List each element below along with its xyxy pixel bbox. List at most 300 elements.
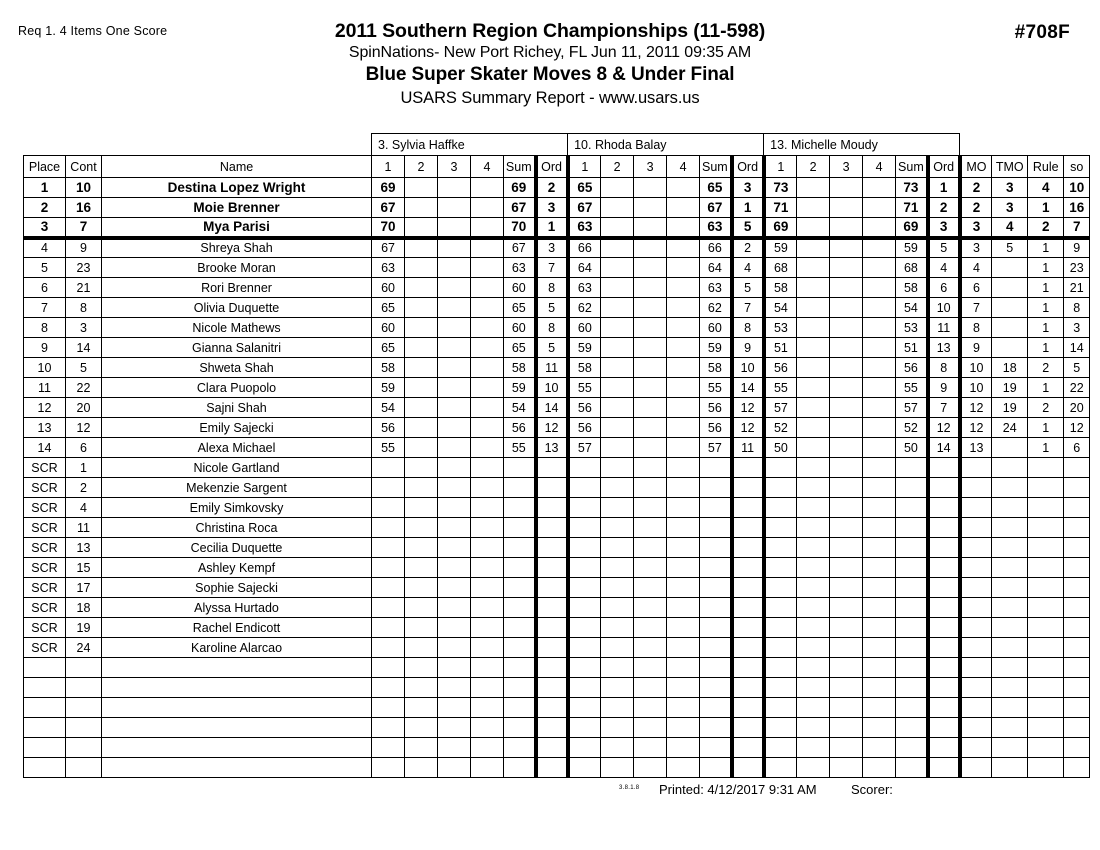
- cell-cont: [66, 738, 102, 758]
- table-row: [24, 578, 1090, 598]
- cell-j1-ord: 3: [536, 238, 568, 258]
- cell-j3-score3: [830, 598, 863, 618]
- col-header-j3-sum: Sum: [896, 156, 928, 178]
- cell-j1-sum: 67: [504, 198, 536, 218]
- cell-j3-score4: [863, 478, 896, 498]
- cell-place: 10: [24, 358, 66, 378]
- cell-so: [1064, 658, 1090, 678]
- cell-j3-score4: [863, 558, 896, 578]
- cell-j1-score1: [372, 698, 405, 718]
- cell-tmo: [992, 678, 1028, 698]
- cell-j3-score1: [764, 658, 797, 678]
- cell-j1-score4: [471, 418, 504, 438]
- cell-j3-score1: [764, 738, 797, 758]
- cell-j3-score4: [863, 358, 896, 378]
- col-header-rule: Rule: [1028, 156, 1064, 178]
- cell-j2-sum: 62: [700, 298, 732, 318]
- cell-j2-score1: [568, 678, 601, 698]
- cell-j3-score2: [797, 358, 830, 378]
- cell-j3-sum: 50: [896, 438, 928, 458]
- cell-j2-ord: 4: [732, 258, 764, 278]
- division-title: Blue Super Skater Moves 8 & Under Final: [365, 64, 735, 85]
- cell-j2-score1: [568, 698, 601, 718]
- cell-j1-score3: [438, 678, 471, 698]
- cell-name: Mekenzie Sargent: [102, 478, 372, 498]
- cell-j1-score3: [438, 218, 471, 238]
- cell-j2-score2: [601, 758, 634, 778]
- cell-j3-sum: [896, 678, 928, 698]
- cell-mo: 2: [960, 198, 992, 218]
- cell-j3-score4: [863, 258, 896, 278]
- cell-j1-score4: [471, 378, 504, 398]
- cell-j1-score4: [471, 278, 504, 298]
- cell-j3-score4: [863, 178, 896, 198]
- cell-j3-ord: 11: [928, 318, 960, 338]
- cell-j2-score2: [601, 318, 634, 338]
- cell-j1-score3: [438, 278, 471, 298]
- cell-j2-score1: 62: [568, 298, 601, 318]
- cell-j3-score3: [830, 458, 863, 478]
- cell-j3-score3: [830, 358, 863, 378]
- cell-j2-ord: [732, 698, 764, 718]
- cell-so: 23: [1064, 258, 1090, 278]
- cell-j3-ord: 2: [928, 198, 960, 218]
- cell-j1-score3: [438, 698, 471, 718]
- cell-j3-score4: [863, 598, 896, 618]
- cell-j3-ord: [928, 658, 960, 678]
- cell-cont: 10: [66, 178, 102, 198]
- cell-j2-ord: 3: [732, 178, 764, 198]
- cell-j3-score2: [797, 178, 830, 198]
- cell-j3-score3: [830, 418, 863, 438]
- requirement-line: Req 1. 4 Items One Score: [18, 24, 168, 38]
- cell-j1-ord: [536, 638, 568, 658]
- cell-so: [1064, 538, 1090, 558]
- cell-cont: 17: [66, 578, 102, 598]
- cell-j3-sum: [896, 578, 928, 598]
- cell-tmo: [992, 278, 1028, 298]
- table-row: [24, 178, 1090, 198]
- col-header-j2-4: 4: [667, 156, 700, 178]
- cell-place: 1: [24, 178, 66, 198]
- table-row: [24, 418, 1090, 438]
- cell-j2-score1: [568, 738, 601, 758]
- cell-j3-score1: 71: [764, 198, 797, 218]
- cell-j3-score1: 59: [764, 238, 797, 258]
- col-header-j2-sum: Sum: [700, 156, 732, 178]
- cell-j3-score2: [797, 598, 830, 618]
- cell-rule: 1: [1028, 298, 1064, 318]
- cell-j1-score3: [438, 258, 471, 278]
- cell-mo: 2: [960, 178, 992, 198]
- cell-j2-score3: [634, 698, 667, 718]
- cell-name: [102, 658, 372, 678]
- cell-j3-score4: [863, 618, 896, 638]
- cell-j1-sum: 67: [504, 238, 536, 258]
- cell-cont: 6: [66, 438, 102, 458]
- cell-j2-sum: 60: [700, 318, 732, 338]
- cell-j1-score2: [405, 558, 438, 578]
- cell-j1-ord: [536, 538, 568, 558]
- cell-j1-sum: 55: [504, 438, 536, 458]
- cell-j1-ord: 12: [536, 418, 568, 438]
- cell-j2-score3: [634, 298, 667, 318]
- cell-so: [1064, 578, 1090, 598]
- cell-j2-score4: [667, 378, 700, 398]
- cell-j3-ord: [928, 578, 960, 598]
- table-row: [24, 218, 1090, 238]
- cell-j2-score2: [601, 498, 634, 518]
- cell-j2-sum: [700, 498, 732, 518]
- cell-mo: 7: [960, 298, 992, 318]
- cell-j1-sum: [504, 638, 536, 658]
- cell-j3-score2: [797, 298, 830, 318]
- cell-j2-score2: [601, 618, 634, 638]
- cell-j3-sum: 58: [896, 278, 928, 298]
- cell-j1-score2: [405, 638, 438, 658]
- results-table: [23, 133, 1090, 778]
- cell-j1-score1: 67: [372, 238, 405, 258]
- cell-j3-score4: [863, 638, 896, 658]
- cell-j2-sum: [700, 538, 732, 558]
- cell-place: [24, 678, 66, 698]
- cell-name: Shweta Shah: [102, 358, 372, 378]
- cell-place: SCR: [24, 518, 66, 538]
- cell-cont: 13: [66, 538, 102, 558]
- cell-j1-score3: [438, 518, 471, 538]
- cell-j3-score4: [863, 278, 896, 298]
- cell-tmo: 24: [992, 418, 1028, 438]
- cell-j1-score1: 60: [372, 278, 405, 298]
- table-row: [24, 258, 1090, 278]
- cell-j3-score3: [830, 558, 863, 578]
- table-row: [24, 278, 1090, 298]
- results-body: [24, 134, 1090, 778]
- cell-j1-sum: [504, 518, 536, 538]
- cell-tmo: 19: [992, 398, 1028, 418]
- cell-j2-sum: 63: [700, 218, 732, 238]
- cell-j3-score4: [863, 538, 896, 558]
- table-row: [24, 518, 1090, 538]
- cell-mo: [960, 698, 992, 718]
- cell-mo: [960, 598, 992, 618]
- cell-j1-ord: [536, 678, 568, 698]
- cell-j3-score2: [797, 618, 830, 638]
- cell-j3-ord: [928, 598, 960, 618]
- table-row: [24, 738, 1090, 758]
- cell-tmo: [992, 578, 1028, 598]
- cell-rule: [1028, 578, 1064, 598]
- cell-name: Christina Roca: [102, 518, 372, 538]
- cell-j3-score1: 69: [764, 218, 797, 238]
- cell-so: [1064, 718, 1090, 738]
- cell-j1-score3: [438, 458, 471, 478]
- cell-j3-score2: [797, 738, 830, 758]
- cell-j2-score3: [634, 438, 667, 458]
- cell-so: [1064, 678, 1090, 698]
- cell-j3-score4: [863, 738, 896, 758]
- cell-name: Sajni Shah: [102, 398, 372, 418]
- cell-j1-score2: [405, 438, 438, 458]
- cell-tmo: [992, 438, 1028, 458]
- cell-so: 8: [1064, 298, 1090, 318]
- cell-j3-score3: [830, 278, 863, 298]
- cell-j1-score3: [438, 398, 471, 418]
- cell-name: [102, 758, 372, 778]
- cell-j1-ord: [536, 518, 568, 538]
- cell-j3-score2: [797, 258, 830, 278]
- footer: [23, 782, 1034, 804]
- cell-j1-score1: [372, 478, 405, 498]
- venue-datetime: SpinNations- New Port Richey, FL Jun 11, 2011 09:35 AM: [348, 44, 752, 61]
- cell-rule: [1028, 758, 1064, 778]
- cell-j3-ord: 10: [928, 298, 960, 318]
- cell-j1-sum: [504, 458, 536, 478]
- cell-j2-score3: [634, 658, 667, 678]
- cell-mo: [960, 678, 992, 698]
- cell-j2-sum: 64: [700, 258, 732, 278]
- col-header-j3-2: 2: [797, 156, 830, 178]
- cell-j2-sum: 56: [700, 398, 732, 418]
- cell-j3-score3: [830, 518, 863, 538]
- cell-j2-score3: [634, 498, 667, 518]
- cell-rule: [1028, 718, 1064, 738]
- cell-name: Sophie Sajecki: [102, 578, 372, 598]
- cell-j1-score4: [471, 638, 504, 658]
- cell-j2-score3: [634, 758, 667, 778]
- cell-j2-ord: [732, 738, 764, 758]
- cell-j1-sum: [504, 618, 536, 638]
- judge-name-1: 3. Sylvia Haffke: [372, 134, 568, 156]
- cell-j3-sum: [896, 598, 928, 618]
- cell-cont: 8: [66, 298, 102, 318]
- cell-tmo: [992, 298, 1028, 318]
- col-header-cont: Cont: [66, 156, 102, 178]
- judge-header-tail: [960, 134, 1090, 156]
- cell-tmo: [992, 538, 1028, 558]
- cell-j2-sum: [700, 458, 732, 478]
- cell-j2-score3: [634, 518, 667, 538]
- cell-cont: 5: [66, 358, 102, 378]
- cell-so: 16: [1064, 198, 1090, 218]
- cell-j3-sum: [896, 738, 928, 758]
- cell-j1-score2: [405, 218, 438, 238]
- cell-cont: 12: [66, 418, 102, 438]
- cell-rule: [1028, 558, 1064, 578]
- col-header-j3-4: 4: [863, 156, 896, 178]
- cell-place: 14: [24, 438, 66, 458]
- cell-tmo: 18: [992, 358, 1028, 378]
- cell-j2-ord: 5: [732, 278, 764, 298]
- cell-j2-score4: [667, 198, 700, 218]
- cell-j3-sum: 55: [896, 378, 928, 398]
- cell-j3-sum: [896, 538, 928, 558]
- table-row: [24, 398, 1090, 418]
- cell-j1-score4: [471, 518, 504, 538]
- cell-j3-score4: [863, 718, 896, 738]
- cell-j1-ord: 2: [536, 178, 568, 198]
- cell-j2-score3: [634, 718, 667, 738]
- cell-j1-score4: [471, 298, 504, 318]
- cell-j2-score1: 64: [568, 258, 601, 278]
- cell-so: [1064, 698, 1090, 718]
- cell-mo: [960, 638, 992, 658]
- cell-mo: [960, 558, 992, 578]
- cell-j2-score3: [634, 578, 667, 598]
- cell-place: SCR: [24, 638, 66, 658]
- cell-j3-score1: 53: [764, 318, 797, 338]
- cell-j1-score3: [438, 758, 471, 778]
- cell-cont: [66, 758, 102, 778]
- cell-j3-ord: [928, 458, 960, 478]
- cell-j2-ord: 7: [732, 298, 764, 318]
- cell-j2-ord: 10: [732, 358, 764, 378]
- cell-j2-score4: [667, 518, 700, 538]
- cell-j3-score4: [863, 658, 896, 678]
- cell-j2-sum: [700, 578, 732, 598]
- cell-name: Rachel Endicott: [102, 618, 372, 638]
- cell-j1-sum: 60: [504, 318, 536, 338]
- cell-j1-score1: [372, 558, 405, 578]
- cell-j3-score4: [863, 298, 896, 318]
- cell-tmo: 5: [992, 238, 1028, 258]
- table-row: [24, 438, 1090, 458]
- cell-j2-score1: 66: [568, 238, 601, 258]
- cell-j2-ord: [732, 678, 764, 698]
- cell-j2-score2: [601, 638, 634, 658]
- cell-j2-score1: 59: [568, 338, 601, 358]
- cell-j1-score3: [438, 718, 471, 738]
- cell-j1-score4: [471, 598, 504, 618]
- cell-j2-score4: [667, 438, 700, 458]
- cell-j1-score4: [471, 218, 504, 238]
- cell-j2-sum: 55: [700, 378, 732, 398]
- cell-j1-sum: [504, 698, 536, 718]
- cell-j3-score4: [863, 458, 896, 478]
- cell-j1-score1: [372, 758, 405, 778]
- cell-j3-sum: 68: [896, 258, 928, 278]
- col-header-j2-1: 1: [568, 156, 601, 178]
- cell-j3-score2: [797, 458, 830, 478]
- cell-j2-score2: [601, 438, 634, 458]
- cell-j3-score1: [764, 638, 797, 658]
- cell-j3-score1: 73: [764, 178, 797, 198]
- cell-j1-score1: 58: [372, 358, 405, 378]
- cell-j2-score4: [667, 318, 700, 338]
- cell-j3-score3: [830, 318, 863, 338]
- col-header-j1-2: 2: [405, 156, 438, 178]
- cell-cont: 19: [66, 618, 102, 638]
- cell-j2-sum: [700, 718, 732, 738]
- cell-j3-score1: 52: [764, 418, 797, 438]
- cell-j1-ord: [536, 478, 568, 498]
- version-label: 3.8.1.8: [619, 785, 640, 791]
- cell-j2-ord: [732, 518, 764, 538]
- cell-tmo: [992, 318, 1028, 338]
- cell-rule: 1: [1028, 418, 1064, 438]
- cell-j2-score1: 58: [568, 358, 601, 378]
- cell-j1-score1: [372, 638, 405, 658]
- cell-j2-score4: [667, 658, 700, 678]
- cell-j2-sum: [700, 598, 732, 618]
- cell-name: Clara Puopolo: [102, 378, 372, 398]
- cell-j3-sum: [896, 478, 928, 498]
- cell-mo: [960, 658, 992, 678]
- col-header-place: Place: [24, 156, 66, 178]
- cell-place: [24, 738, 66, 758]
- cell-name: Shreya Shah: [102, 238, 372, 258]
- cell-j2-score3: [634, 538, 667, 558]
- cell-j3-sum: 57: [896, 398, 928, 418]
- cell-j1-score2: [405, 458, 438, 478]
- cell-j3-ord: 8: [928, 358, 960, 378]
- cell-j3-score3: [830, 718, 863, 738]
- cell-j2-score1: 67: [568, 198, 601, 218]
- cell-j2-score2: [601, 218, 634, 238]
- cell-so: 22: [1064, 378, 1090, 398]
- cell-rule: 1: [1028, 198, 1064, 218]
- cell-rule: [1028, 638, 1064, 658]
- cell-j3-score3: [830, 738, 863, 758]
- cell-j3-score2: [797, 378, 830, 398]
- cell-j2-score1: 55: [568, 378, 601, 398]
- cell-j2-score2: [601, 458, 634, 478]
- table-row: [24, 638, 1090, 658]
- cell-j2-score4: [667, 258, 700, 278]
- cell-rule: 4: [1028, 178, 1064, 198]
- cell-j2-ord: [732, 758, 764, 778]
- cell-j1-score2: [405, 658, 438, 678]
- cell-j2-score4: [667, 218, 700, 238]
- cell-tmo: [992, 518, 1028, 538]
- cell-j1-score4: [471, 578, 504, 598]
- table-row: [24, 478, 1090, 498]
- cell-j2-ord: 2: [732, 238, 764, 258]
- col-header-j1-1: 1: [372, 156, 405, 178]
- table-row: [24, 758, 1090, 778]
- cell-j1-score4: [471, 198, 504, 218]
- judge-header-spacer: [24, 134, 372, 156]
- cell-j3-sum: [896, 758, 928, 778]
- cell-tmo: [992, 618, 1028, 638]
- cell-rule: [1028, 478, 1064, 498]
- cell-j3-score4: [863, 578, 896, 598]
- cell-j2-score2: [601, 598, 634, 618]
- cell-place: 2: [24, 198, 66, 218]
- cell-j3-sum: [896, 718, 928, 738]
- cell-tmo: [992, 498, 1028, 518]
- cell-j3-score4: [863, 338, 896, 358]
- cell-j3-ord: [928, 518, 960, 538]
- cell-j1-score2: [405, 678, 438, 698]
- cell-j2-score4: [667, 418, 700, 438]
- printed-label: Printed: 4/12/2017 9:31 AM: [659, 782, 817, 797]
- table-row: [24, 198, 1090, 218]
- cell-j1-score4: [471, 678, 504, 698]
- cell-tmo: [992, 558, 1028, 578]
- cell-j2-score2: [601, 298, 634, 318]
- cell-j3-sum: 71: [896, 198, 928, 218]
- cell-j2-ord: 12: [732, 398, 764, 418]
- table-row: [24, 658, 1090, 678]
- cell-cont: 16: [66, 198, 102, 218]
- cell-j1-score1: [372, 618, 405, 638]
- cell-j3-sum: [896, 618, 928, 638]
- cell-j3-sum: [896, 458, 928, 478]
- cell-j1-score2: [405, 478, 438, 498]
- cell-j3-score2: [797, 278, 830, 298]
- cell-place: [24, 758, 66, 778]
